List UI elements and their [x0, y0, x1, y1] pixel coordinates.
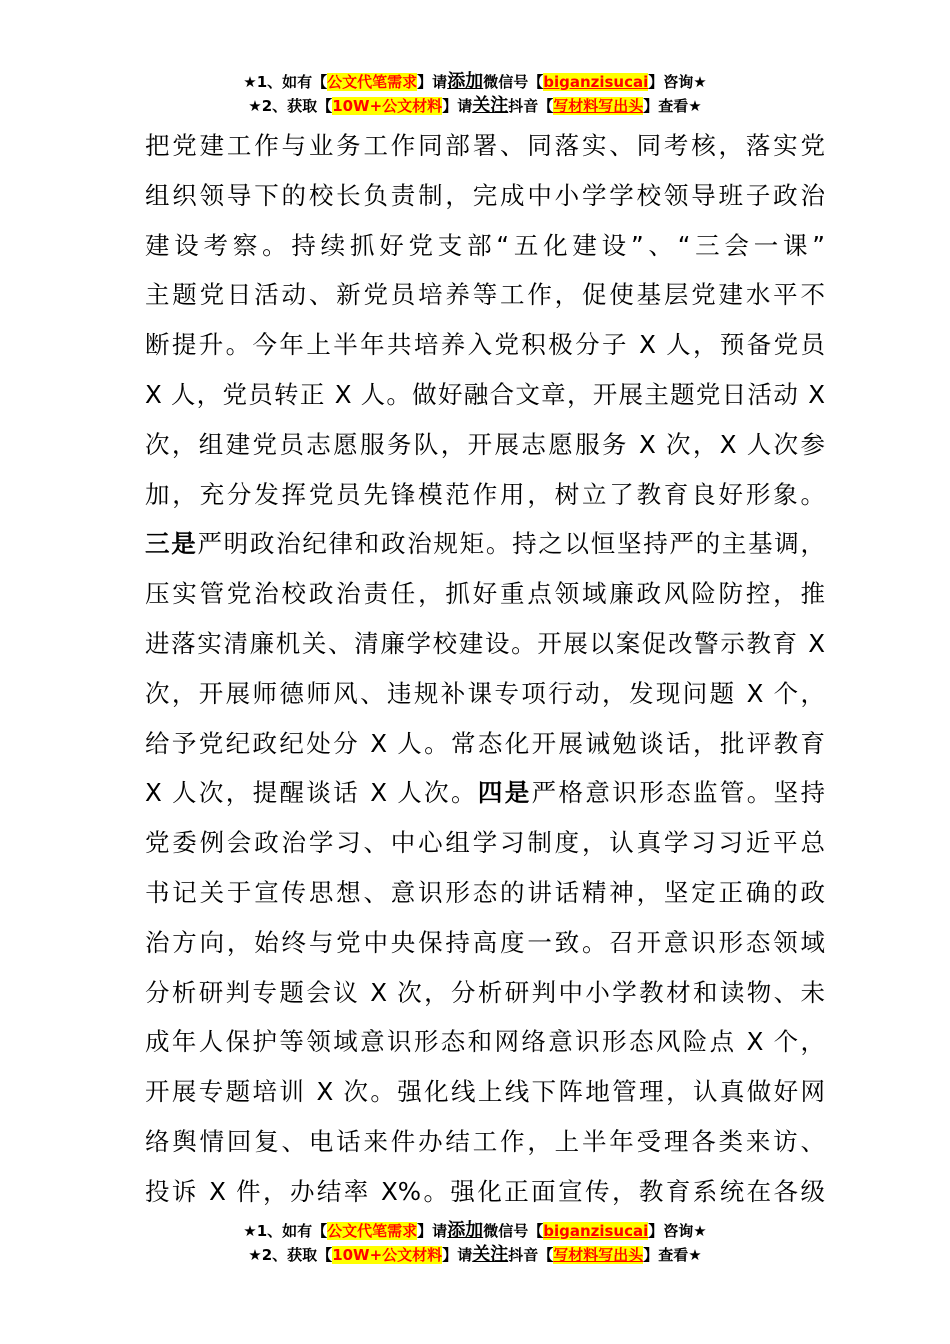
text-segment: 进落实清廉机关、清廉学校建设。开展以案促改警示教育 X: [145, 628, 825, 658]
bold-lead: 四是: [477, 778, 532, 808]
text-segment: 加，充分发挥党员先锋模范作用，树立了教育良好形象。: [145, 479, 825, 509]
text-segment: X 人，党员转正 X 人。做好融合文章，开展主题党日活动 X: [145, 379, 825, 409]
text-segment: 微信号【: [483, 1222, 544, 1240]
text-segment: 抖音【: [508, 1246, 554, 1264]
emphasis-text: 添加: [447, 1220, 484, 1241]
text-line: [145, 569, 825, 619]
text-line: [145, 121, 825, 171]
text-line: [145, 818, 825, 868]
text-line: [145, 669, 825, 719]
highlight-text: 10W+公文材料: [332, 1246, 443, 1264]
text-line: [145, 1167, 825, 1217]
text-segment: 主题党日活动、新党员培养等工作，促使基层党建水平不: [145, 280, 825, 310]
text-segment: 次，开展师德师风、违规补课专项行动，发现问题 X 个，: [145, 678, 825, 708]
bottom-banner: [0, 1219, 950, 1267]
text-line: [145, 470, 825, 520]
text-line: [145, 619, 825, 669]
text-line: [145, 968, 825, 1018]
text-segment: 】咨询★: [648, 73, 707, 91]
text-segment: 】查看★: [643, 97, 702, 115]
highlight-text: biganzisucai: [543, 1222, 649, 1240]
text-segment: ★1、如有【: [243, 73, 328, 91]
text-segment: X 人次，提醒谈话 X 人次。: [145, 778, 478, 808]
text-line: [145, 1067, 825, 1117]
text-segment: 】查看★: [643, 1246, 702, 1264]
highlight-text: 10W+公文材料: [332, 97, 443, 115]
banner-line-2: [0, 94, 950, 118]
text-line: [145, 370, 825, 420]
highlight-text: 公文代笔需求: [327, 73, 418, 91]
text-segment: 给予党纪政纪处分 X 人。常态化开展诫勉谈话，批评教育: [145, 728, 825, 758]
emphasis-text: 添加: [447, 71, 484, 92]
text-line: [145, 320, 825, 370]
text-segment: 次，组建党员志愿服务队，开展志愿服务 X 次，X 人次参: [145, 429, 825, 459]
text-segment: 】请: [417, 1222, 448, 1240]
banner-line-1: [0, 70, 950, 94]
highlight-text: 公文代笔需求: [327, 1222, 418, 1240]
emphasis-text: 关注: [472, 1244, 509, 1265]
text-segment: ★2、获取【: [248, 97, 333, 115]
text-segment: 严格意识形态监管。坚持: [531, 778, 825, 808]
text-segment: 严明政治纪律和政治规矩。持之以恒坚持严的主基调，: [197, 529, 826, 559]
banner-line-1: [0, 1219, 950, 1243]
text-segment: 】请: [417, 73, 448, 91]
text-line: [145, 1117, 825, 1167]
text-segment: 】请: [442, 97, 473, 115]
text-line: [145, 918, 825, 968]
text-segment: 把党建工作与业务工作同部署、同落实、同考核，落实党: [145, 131, 825, 160]
text-segment: 抖音【: [508, 97, 554, 115]
highlight-text: 写材料写出头: [553, 97, 644, 115]
text-line: [145, 270, 825, 320]
text-segment: 治方向，始终与党中央保持高度一致。召开意识形态领域: [145, 927, 825, 957]
text-line: [145, 1017, 825, 1067]
text-line: [145, 768, 825, 818]
text-segment: 】请: [442, 1246, 473, 1264]
text-segment: 党委例会政治学习、中心组学习制度，认真学习习近平总: [145, 828, 825, 858]
text-line: [145, 868, 825, 918]
text-segment: ★2、获取【: [248, 1246, 333, 1264]
text-segment: ★1、如有【: [243, 1222, 328, 1240]
text-segment: 络舆情回复、电话来件办结工作，上半年受理各类来访、: [145, 1126, 825, 1156]
text-segment: 压实管党治校政治责任，抓好重点领域廉政风险防控，推: [145, 579, 825, 609]
banner-line-2: [0, 1243, 950, 1267]
text-segment: 微信号【: [483, 73, 544, 91]
text-line: [145, 221, 825, 271]
text-line: [145, 519, 825, 569]
highlight-text: 写材料写出头: [553, 1246, 644, 1264]
emphasis-text: 关注: [472, 95, 509, 116]
text-segment: 断提升。今年上半年共培养入党积极分子 X 人，预备党员: [145, 330, 825, 360]
document-body: [145, 121, 825, 1217]
text-segment: 分析研判专题会议 X 次，分析研判中小学教材和读物、未: [145, 977, 825, 1007]
text-line: [145, 171, 825, 221]
text-segment: 】咨询★: [648, 1222, 707, 1240]
text-segment: 开展专题培训 X 次。强化线上线下阵地管理，认真做好网: [145, 1077, 825, 1107]
text-segment: 成年人保护等领域意识形态和网络意识形态风险点 X 个，: [145, 1027, 825, 1057]
text-segment: 书记关于宣传思想、意识形态的讲话精神，坚定正确的政: [145, 877, 825, 907]
bold-lead: 三是: [145, 529, 198, 559]
text-line: [145, 420, 825, 470]
text-segment: 组织领导下的校长负责制，完成中小学学校领导班子政治: [145, 180, 825, 210]
text-line: [145, 719, 825, 769]
top-banner: [0, 70, 950, 118]
text-segment: 投诉 X 件，办结率 X%。强化正面宣传，教育系统在各级: [145, 1176, 825, 1206]
highlight-text: biganzisucai: [543, 73, 649, 91]
text-segment: 建设考察。持续抓好党支部“五化建设”、“三会一课”: [145, 230, 825, 260]
